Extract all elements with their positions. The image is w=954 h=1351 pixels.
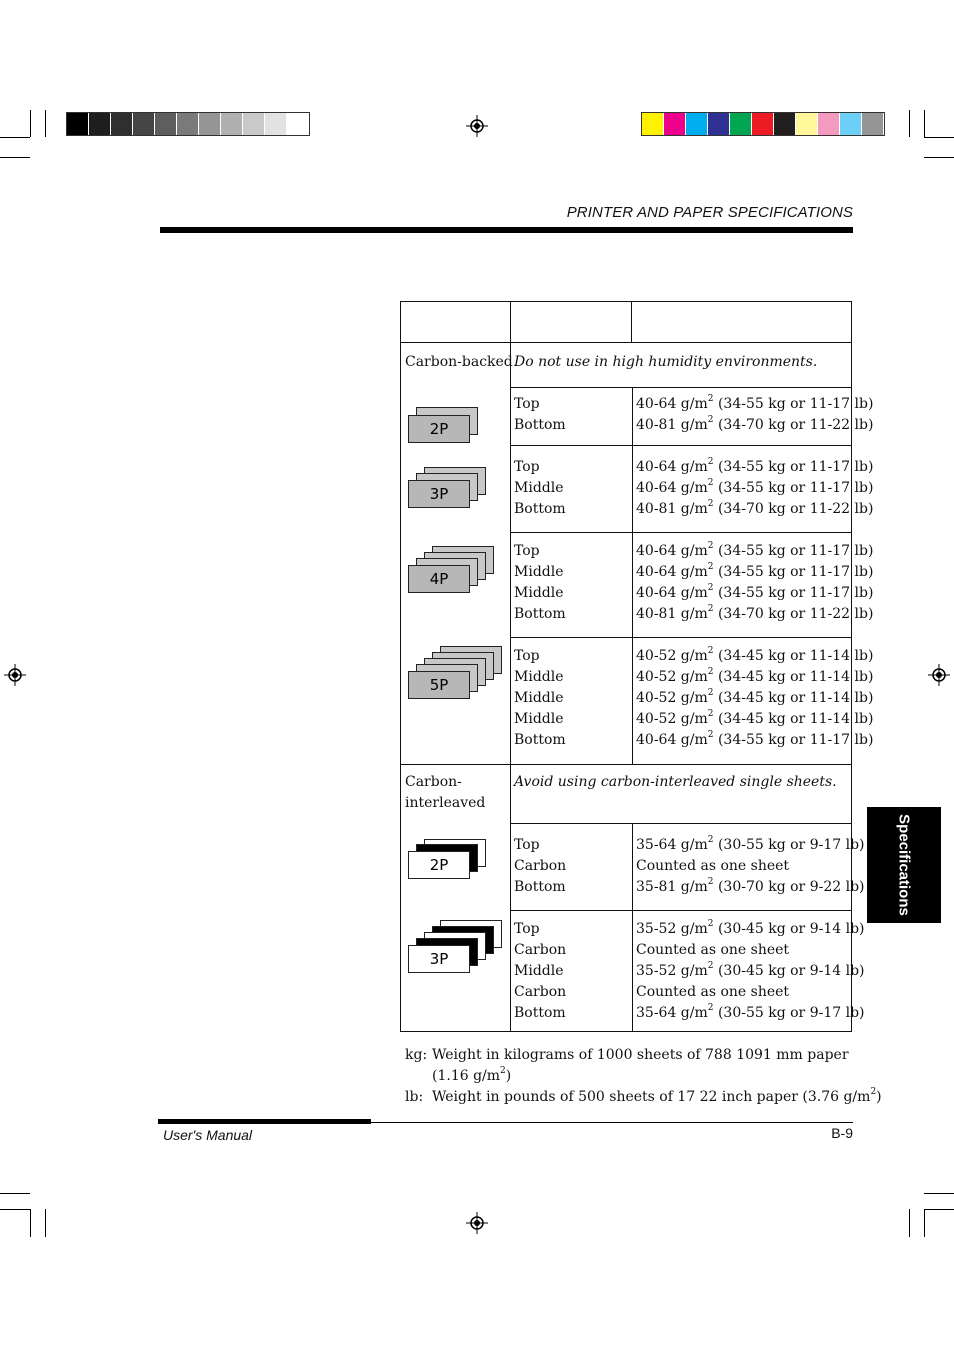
paper-weight-value: 40-64 $g/m^2$ (34-55 kg or 11-17 lb) [636,394,874,412]
color-swatch [155,113,177,135]
color-swatch [199,113,221,135]
color-swatch [774,113,796,135]
table-divider [510,910,852,911]
layer-label: Middle [514,690,564,706]
layer-label: Bottom [514,879,566,895]
table-divider [400,764,852,765]
layer-label: Top [514,396,540,412]
layer-label: Middle [514,564,564,580]
paper-weight-value: 35-52 $g/m^2$ (30-45 kg or 9-14 lb) [636,919,865,937]
footnote-key-lb: lb: [405,1089,424,1105]
paper-weight-value: 40-64 $g/m^2$ (34-55 kg or 11-17 lb) [636,562,874,580]
color-swatch [89,113,111,135]
color-swatch [708,113,730,135]
layer-label: Middle [514,669,564,685]
registration-mark-icon [466,1212,488,1234]
color-swatch [752,113,774,135]
paper-weight-value: 40-64 $g/m^2$ (34-55 kg or 11-17 lb) [636,583,874,601]
paper-weight-value: 40-52 $g/m^2$ (34-45 kg or 11-14 lb) [636,688,874,706]
layer-label: Bottom [514,1005,566,1021]
layer-label: Middle [514,480,564,496]
paper-weight-value: Counted as one sheet [636,984,790,1000]
paper-weight-value: 35-81 $g/m^2$ (30-70 kg or 9-22 lb) [636,877,865,895]
color-swatch [177,113,199,135]
section-label-carbon-interleaved-line1: Carbon- [405,774,462,790]
interleaved-stack-3p-icon [408,920,504,974]
footnote-text-lb: Weight in pounds of 500 sheets of 17 22 inch paper (3.76 $g/m^2$) [432,1087,882,1105]
footnote-text-kg: Weight in kilograms of 1000 sheets of 788 1091 mm paper [432,1047,849,1063]
footnote-text-kg-2: (1.16 $g/m^2$) [432,1066,512,1084]
layer-label: Bottom [514,732,566,748]
footer-manual-title: User's Manual [163,1127,253,1143]
layer-label: Top [514,543,540,559]
color-swatch [686,113,708,135]
color-swatch [796,113,818,135]
color-swatch [862,113,884,135]
paper-weight-value: 40-81 $g/m^2$ (34-70 kg or 11-22 lb) [636,604,874,622]
paper-weight-value: 40-64 $g/m^2$ (34-55 kg or 11-17 lb) [636,730,874,748]
layer-label: Bottom [514,417,566,433]
stack-label: 4P [408,565,470,593]
color-swatch [840,113,862,135]
section-label-carbon-interleaved-line2: interleaved [405,795,486,811]
stack-label: 2P [408,851,470,879]
paper-weight-value: 35-64 $g/m^2$ (30-55 kg or 9-17 lb) [636,1003,865,1021]
page-header-title: PRINTER AND PAPER SPECIFICATIONS [566,204,853,221]
table-divider [510,823,852,824]
color-swatch [133,113,155,135]
paper-weight-value: 40-52 $g/m^2$ (34-45 kg or 11-14 lb) [636,709,874,727]
paper-weight-value: 40-52 $g/m^2$ (34-45 kg or 11-14 lb) [636,646,874,664]
stack-label: 3P [408,480,470,508]
paper-weight-value: 35-64 $g/m^2$ (30-55 kg or 9-17 lb) [636,835,865,853]
paper-stack-5p-icon [408,646,504,700]
registration-mark-icon [466,115,488,137]
paper-weight-value: 40-81 $g/m^2$ (34-70 kg or 11-22 lb) [636,415,874,433]
footer-rule [158,1119,371,1124]
stack-label: 2P [408,415,470,443]
layer-label: Bottom [514,606,566,622]
paper-weight-value: Counted as one sheet [636,858,790,874]
layer-label: Middle [514,711,564,727]
section-note: Avoid using carbon-interleaved single sheets. [514,774,837,790]
layer-label: Top [514,921,540,937]
color-swatch [243,113,265,135]
paper-weight-value: 40-64 $g/m^2$ (34-55 kg or 11-17 lb) [636,541,874,559]
table-divider [510,387,852,388]
page-number: B-9 [831,1125,853,1141]
interleaved-stack-2p-icon [408,839,488,881]
color-swatch [642,113,664,135]
paper-weight-value: 35-52 $g/m^2$ (30-45 kg or 9-14 lb) [636,961,865,979]
stack-label: 5P [408,671,470,699]
color-swatch [111,113,133,135]
layer-label: Top [514,837,540,853]
paper-weight-value: Counted as one sheet [636,942,790,958]
paper-stack-2p-icon [408,407,480,443]
layer-label: Top [514,459,540,475]
grayscale-swatch-strip [66,112,310,136]
layer-label: Middle [514,963,564,979]
stack-label: 3P [408,945,470,973]
table-divider [631,301,632,342]
paper-weight-value: 40-64 $g/m^2$ (34-55 kg or 11-17 lb) [636,478,874,496]
section-tab[interactable] [867,807,941,923]
color-swatch [664,113,686,135]
color-swatch [287,113,309,135]
section-tab-label: Specifications [895,814,913,916]
layer-label: Carbon [514,984,567,1000]
registration-mark-icon [4,664,26,686]
footnote-key-kg: kg: [405,1047,428,1063]
table-divider [632,823,633,1032]
layer-label: Carbon [514,858,567,874]
table-divider [632,387,633,764]
color-swatch-strip [641,112,885,136]
table-divider [510,532,852,533]
color-swatch [730,113,752,135]
color-swatch [221,113,243,135]
paper-weight-value: 40-81 $g/m^2$ (34-70 kg or 11-22 lb) [636,499,874,517]
section-note: Do not use in high humidity environments. [514,354,818,370]
layer-label: Top [514,648,540,664]
paper-weight-value: 40-52 $g/m^2$ (34-45 kg or 11-14 lb) [636,667,874,685]
registration-mark-icon [928,664,950,686]
layer-label: Carbon [514,942,567,958]
paper-stack-3p-icon [408,467,488,509]
color-swatch [818,113,840,135]
paper-weight-value: 40-64 $g/m^2$ (34-55 kg or 11-17 lb) [636,457,874,475]
color-swatch [265,113,287,135]
layer-label: Bottom [514,501,566,517]
layer-label: Middle [514,585,564,601]
table-divider [510,445,852,446]
footer-rule [371,1122,853,1123]
paper-stack-4p-icon [408,546,496,594]
header-rule [160,227,853,233]
color-swatch [67,113,89,135]
table-divider [400,342,852,343]
table-divider [510,637,852,638]
section-label-carbon-backed: Carbon-backed [405,354,513,370]
table-divider [510,301,511,342]
